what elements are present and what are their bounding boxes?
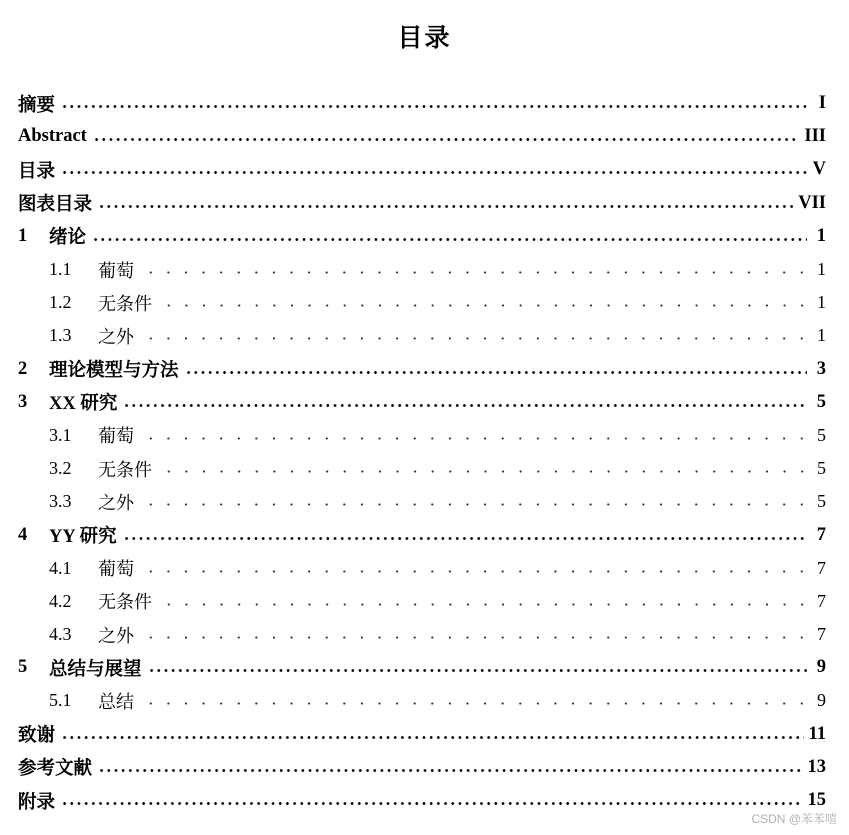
- toc-entry-page: 11: [808, 723, 826, 744]
- toc-entry-page: 1: [817, 259, 826, 280]
- toc-entry-label: 无条件: [98, 293, 152, 314]
- toc-entry-page: 1: [817, 325, 826, 346]
- toc-dot-leader: [148, 669, 807, 672]
- toc-entry-number: 1.1: [49, 259, 72, 280]
- toc-entry-label: 葡萄: [98, 426, 134, 447]
- toc-dot-leader: [61, 105, 807, 108]
- toc-entry-page: 7: [817, 557, 826, 578]
- toc-entry-label: 参考文献: [18, 759, 93, 780]
- toc-entry-page: 13: [807, 756, 826, 777]
- toc-entry-number: 4.2: [49, 590, 72, 611]
- toc-entry-page: 5: [817, 424, 826, 445]
- toc-entry-label: YY 研究: [49, 527, 117, 548]
- toc-entry[interactable]: [18, 353, 826, 386]
- toc-entry-page: VII: [798, 192, 826, 213]
- toc-entry[interactable]: [18, 419, 826, 452]
- toc-entry-page: 5: [816, 391, 826, 412]
- toc-dot-leader: [61, 736, 804, 739]
- toc-entry-page: 9: [816, 657, 826, 678]
- toc-dot-leader: [142, 271, 807, 274]
- toc-entry-page: 3: [816, 358, 826, 379]
- toc-entry[interactable]: [18, 618, 826, 651]
- toc-entry-number: 3.2: [49, 458, 72, 479]
- toc-entry-number: 2: [18, 358, 28, 379]
- toc-entry-label: Abstract: [18, 126, 87, 147]
- toc-entry-page: III: [804, 126, 826, 147]
- toc-entry-page: 7: [817, 624, 826, 645]
- toc-entry-label: 之外: [98, 326, 134, 347]
- toc-dot-leader: [61, 171, 807, 174]
- toc-entry-page: 1: [816, 225, 826, 246]
- toc-entry-label: 之外: [98, 492, 134, 513]
- toc-entry-label: 目录: [18, 161, 56, 182]
- toc-entry-number: 5: [18, 657, 28, 678]
- toc-dot-leader: [142, 570, 807, 573]
- toc-entry[interactable]: [18, 651, 826, 684]
- toc-entry-label: 绪论: [49, 228, 87, 249]
- toc-entry-page: I: [818, 93, 826, 114]
- toc-entry-label: XX 研究: [49, 394, 118, 415]
- toc-entry[interactable]: [18, 485, 826, 518]
- toc-entry[interactable]: [18, 153, 826, 186]
- toc-entry-label: 之外: [98, 625, 134, 646]
- toc-entry-number: 1.3: [49, 325, 72, 346]
- toc-entry[interactable]: [18, 518, 826, 551]
- toc-entry[interactable]: [18, 319, 826, 352]
- toc-dot-leader: [142, 337, 807, 340]
- toc-entry-page: 15: [807, 790, 826, 811]
- toc-entry-page: 5: [817, 458, 826, 479]
- toc-entry[interactable]: [18, 220, 826, 253]
- toc-entry-label: 总结与展望: [49, 659, 142, 680]
- toc-entry-number: 4: [18, 524, 28, 545]
- toc-dot-leader: [61, 802, 802, 805]
- toc-entry-label: 无条件: [98, 592, 152, 613]
- toc-dot-leader: [142, 503, 807, 506]
- toc-entry-label: 总结: [98, 691, 134, 712]
- page-title: 目录: [397, 25, 452, 52]
- toc-entry-page: 5: [817, 491, 826, 512]
- toc-entry-page: 1: [817, 292, 826, 313]
- toc-entry[interactable]: [18, 452, 826, 485]
- toc-dot-leader: [160, 603, 807, 606]
- toc-dot-leader: [160, 470, 807, 473]
- toc-dot-leader: [185, 371, 807, 374]
- toc-entry[interactable]: [18, 187, 826, 220]
- toc-dot-leader: [142, 636, 807, 639]
- toc-dot-leader: [92, 238, 807, 241]
- toc-entry-number: 1: [18, 225, 28, 246]
- toc-entry[interactable]: [18, 120, 826, 153]
- toc-entry-number: 3: [18, 391, 28, 412]
- toc-dot-leader: [142, 702, 807, 705]
- toc-dot-leader: [98, 769, 802, 772]
- toc-entry[interactable]: [18, 684, 826, 717]
- toc-entry-label: 附录: [18, 792, 56, 813]
- toc-entry-number: 5.1: [49, 690, 72, 711]
- toc-entry-label: 葡萄: [98, 559, 134, 580]
- toc-entry[interactable]: [18, 784, 826, 817]
- toc-entry-number: 4.3: [49, 624, 72, 645]
- toc-entry[interactable]: [18, 87, 826, 120]
- toc-entry[interactable]: [18, 286, 826, 319]
- toc-entry-label: 图表目录: [18, 195, 93, 216]
- toc-entry-label: 摘要: [18, 95, 56, 116]
- toc-entry-number: 4.1: [49, 557, 72, 578]
- toc-entry[interactable]: [18, 386, 826, 419]
- toc-entry[interactable]: [18, 585, 826, 618]
- toc-entry-label: 致谢: [18, 726, 56, 747]
- toc-entry-page: 9: [817, 690, 826, 711]
- toc-entry-page: V: [812, 159, 826, 180]
- toc-dot-leader: [142, 437, 807, 440]
- toc-dot-leader: [93, 138, 800, 141]
- toc-dot-leader: [98, 205, 793, 208]
- toc-entry[interactable]: [18, 552, 826, 585]
- toc-dot-leader: [123, 537, 807, 540]
- table-of-contents: [18, 87, 826, 817]
- toc-entry-number: 1.2: [49, 292, 72, 313]
- toc-entry[interactable]: [18, 751, 826, 784]
- toc-entry-number: 3.1: [49, 424, 72, 445]
- toc-entry-label: 葡萄: [98, 260, 134, 281]
- toc-dot-leader: [160, 304, 807, 307]
- toc-entry[interactable]: [18, 253, 826, 286]
- toc-dot-leader: [123, 404, 807, 407]
- toc-entry-label: 无条件: [98, 459, 152, 480]
- toc-entry-label: 理论模型与方法: [49, 361, 179, 382]
- watermark: CSDN @苯苯嘻: [751, 812, 837, 826]
- toc-entry-page: 7: [817, 590, 826, 611]
- toc-entry-page: 7: [816, 524, 826, 545]
- toc-entry-number: 3.3: [49, 491, 72, 512]
- toc-entry[interactable]: [18, 718, 826, 751]
